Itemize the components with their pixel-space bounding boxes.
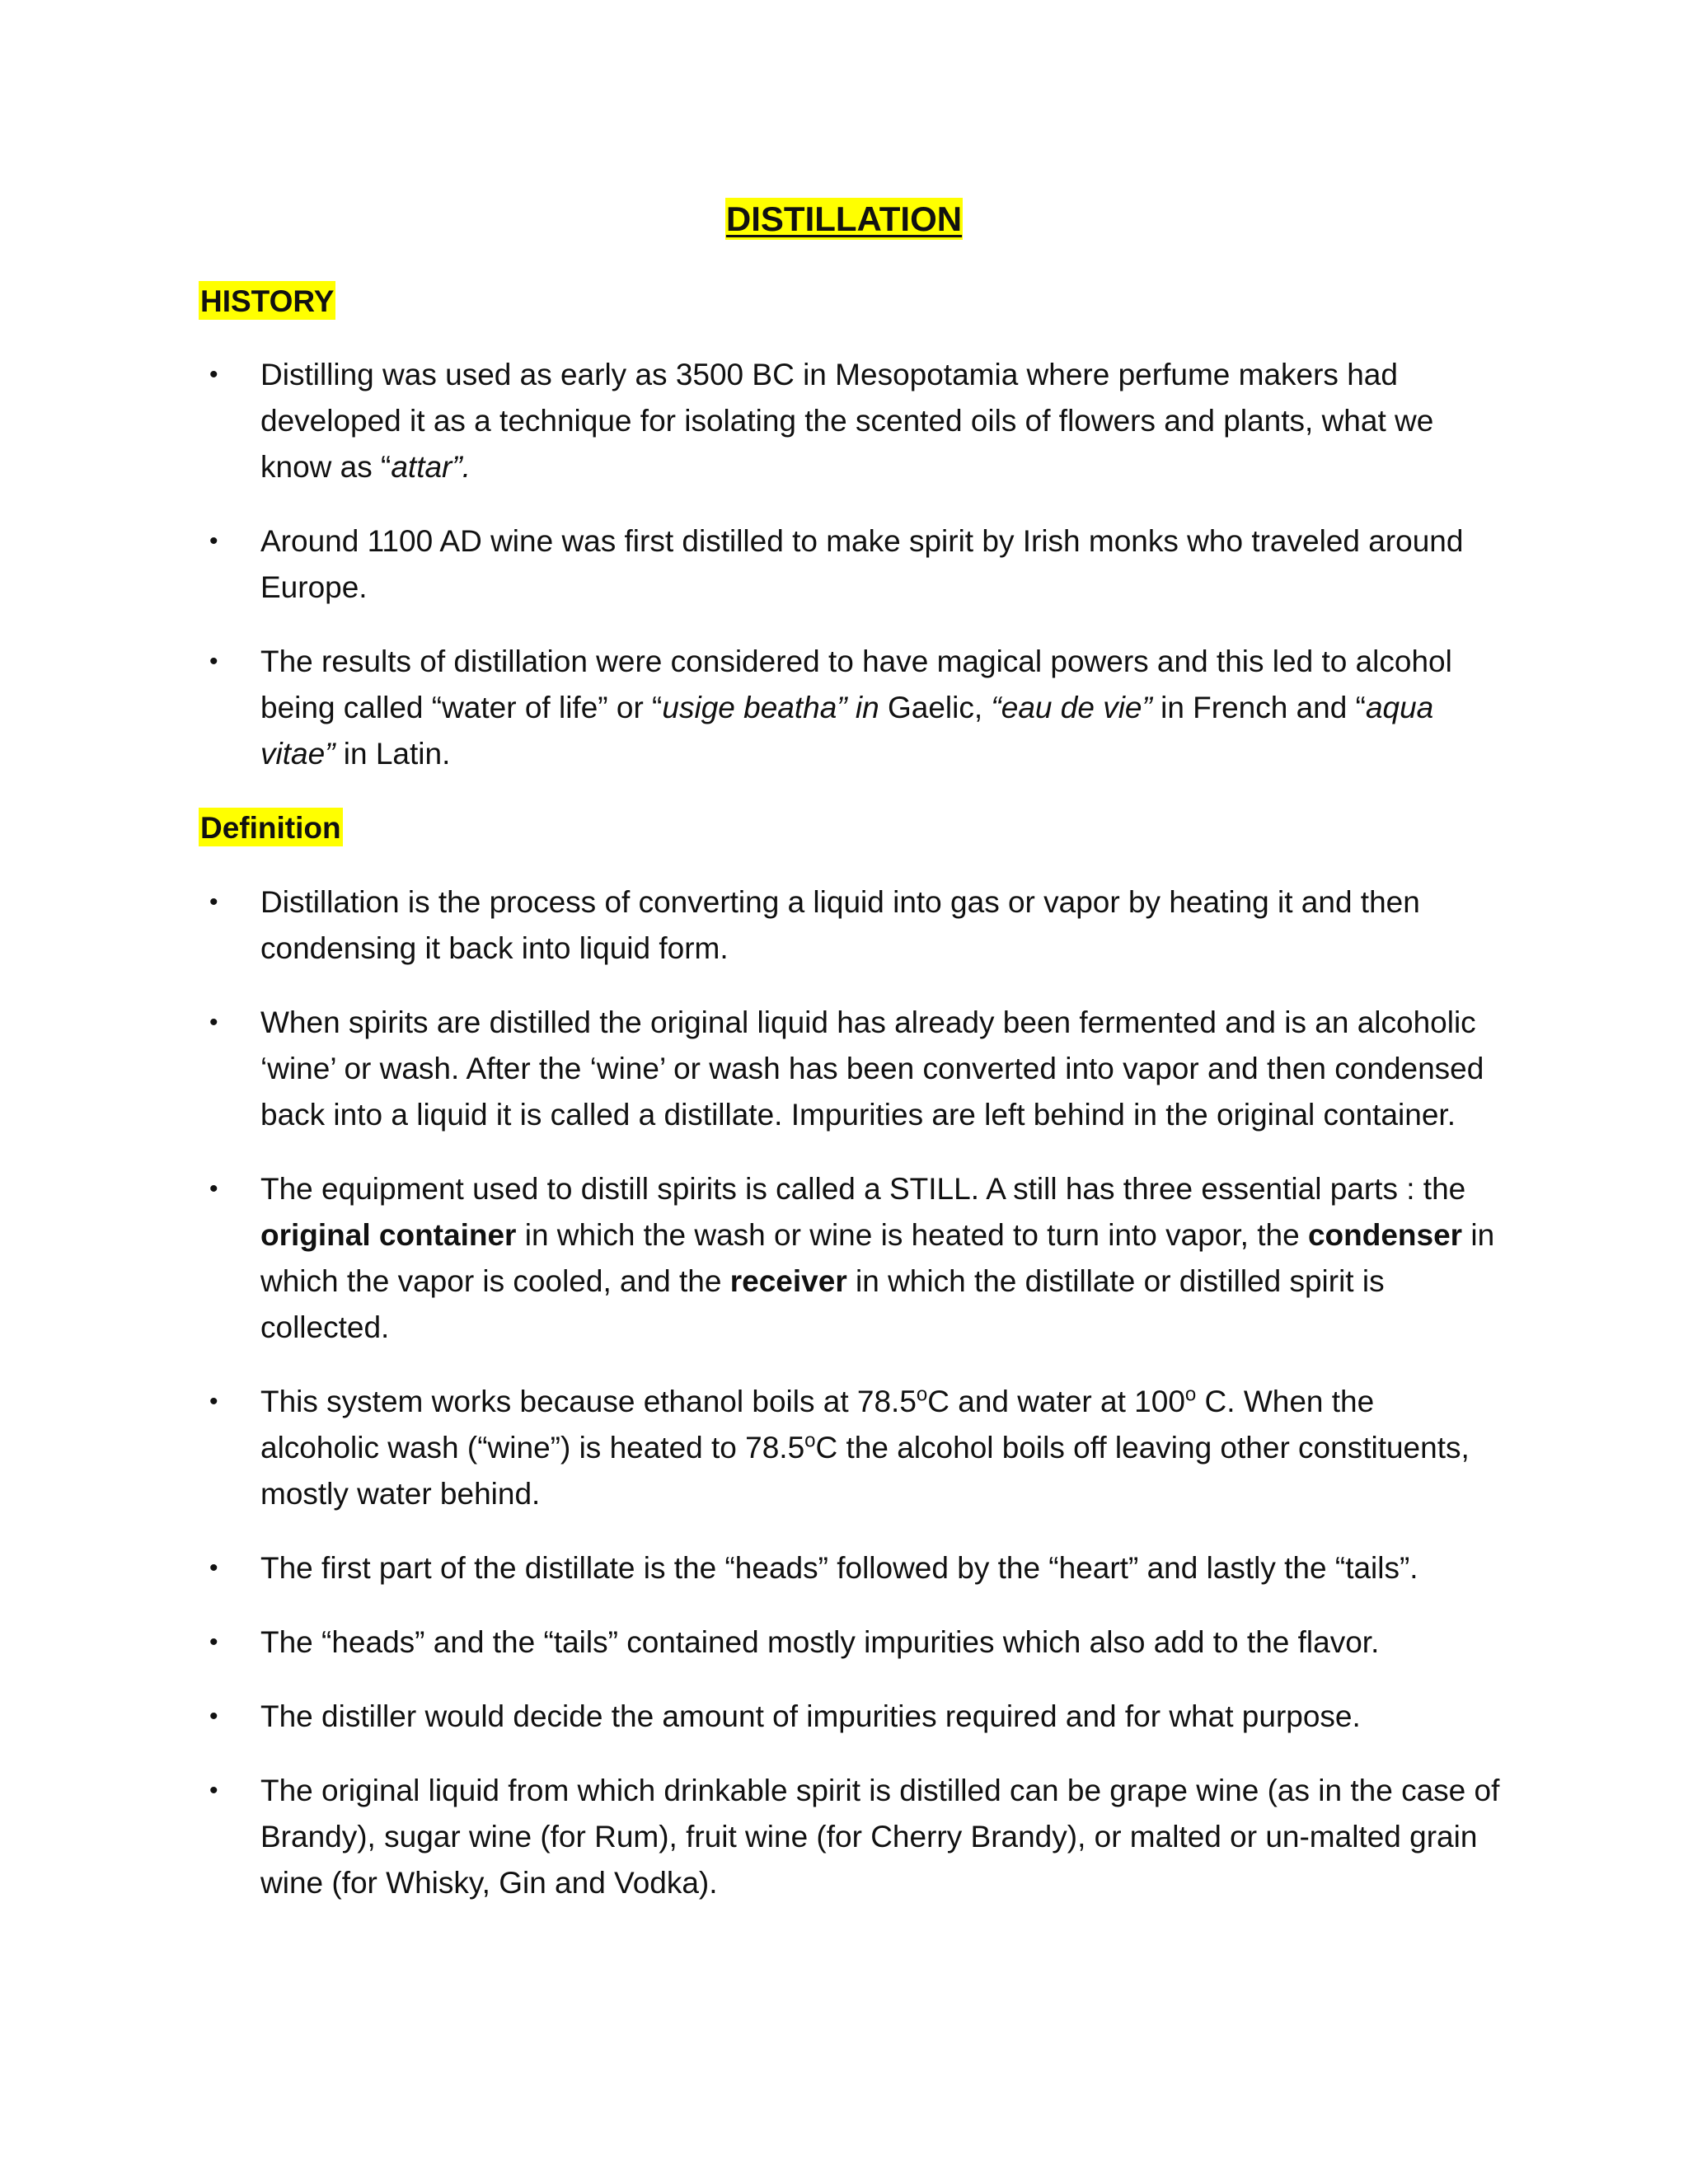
bullet-icon: • <box>209 888 218 916</box>
bullet-icon: • <box>209 361 218 388</box>
degree-superscript: o <box>1184 1383 1197 1406</box>
page-title-text: DISTILLATION <box>725 199 963 238</box>
text: The first part of the distillate is the “heads” followed by the “heart” and lastly the “tails”. <box>260 1551 1418 1585</box>
bullet-icon: • <box>209 1554 218 1582</box>
bullet-icon: • <box>209 1629 218 1656</box>
text: in Latin. <box>335 737 451 771</box>
text-bold: condenser <box>1307 1218 1463 1252</box>
definition-list <box>199 879 1501 1934</box>
text: When spirits are distilled the original liquid has already been fermented and is an alcoholic ‘wine’ or wash. After the ‘wine’ or wash has been converted into vapor and then condensed back into a liquid it is called a distillate. Impurities are left behind in the original container. <box>260 1005 1484 1132</box>
text: Distillation is the process of converting a liquid into gas or vapor by heating it and then condensing it back into liquid form. <box>260 885 1420 965</box>
list-item <box>199 1545 1501 1591</box>
bullet-icon: • <box>209 1388 218 1415</box>
bullet-icon: • <box>209 1009 218 1036</box>
bullet-icon: • <box>209 1777 218 1804</box>
bullet-icon: • <box>209 1175 218 1202</box>
list-item <box>199 1379 1501 1517</box>
bullet-icon: • <box>209 648 218 675</box>
text: This system works because ethanol boils at 78.5 <box>260 1385 917 1418</box>
text: C the alcohol boils off leaving other constituents, mostly water behind. <box>260 1431 1470 1511</box>
list-item <box>199 352 1501 490</box>
text-italic: usige beatha” in <box>662 691 879 724</box>
history-heading <box>199 280 335 323</box>
definition-heading-text: Definition <box>199 808 343 846</box>
list-item <box>199 1768 1501 1906</box>
degree-superscript: o <box>916 1383 928 1406</box>
text: in which the wash or wine is heated to turn into vapor, the <box>516 1218 1308 1252</box>
text-bold: receiver <box>729 1264 847 1298</box>
text: The distiller would decide the amount of impurities required and for what purpose. <box>260 1699 1361 1733</box>
text: The original liquid from which drinkable spirit is distilled can be grape wine (as in the case of Brandy), sugar wine (for Rum), fruit wine (for Cherry Brandy), or malted or un-malted grain wine (for Whisky, Gin and Vodka). <box>260 1774 1500 1900</box>
bullet-icon: • <box>209 1703 218 1730</box>
list-item <box>199 639 1501 777</box>
list-item <box>199 1166 1501 1351</box>
text: C. When the alcoholic wash (“wine”) is heated to 78.5 <box>260 1385 1375 1465</box>
history-list <box>199 352 1501 805</box>
degree-superscript: o <box>804 1429 816 1452</box>
list-item <box>199 1619 1501 1666</box>
text: Distilling was used as early as 3500 BC in Mesopotamia where perfume makers had developed it as a technique for isolating the scented oils of flowers and plants, what we know as “ <box>260 358 1434 484</box>
text-italic: “eau de vie” <box>991 691 1152 724</box>
list-item <box>199 518 1501 611</box>
text: in which the vapor is cooled, and the <box>260 1218 1495 1298</box>
text-bold: original container <box>260 1218 517 1252</box>
text: Around 1100 AD wine was first distilled to make spirit by Irish monks who traveled around Europe. <box>260 524 1464 604</box>
list-item <box>199 879 1501 972</box>
list-item <box>199 1000 1501 1138</box>
text: C and water at 100 <box>927 1385 1185 1418</box>
history-heading-text: HISTORY <box>199 281 335 320</box>
definition-heading <box>199 807 343 850</box>
text: The results of distillation were considered to have magical powers and this led to alcohol being called “water of life” or “ <box>260 644 1452 724</box>
text-italic: aqua vitae” <box>260 691 1434 771</box>
text: Gaelic, <box>879 691 992 724</box>
text: in which the distillate or distilled spirit is collected. <box>260 1264 1385 1344</box>
text: The “heads” and the “tails” contained mostly impurities which also add to the flavor. <box>260 1625 1380 1659</box>
text: The equipment used to distill spirits is called a STILL. A still has three essential parts : the <box>260 1172 1466 1206</box>
bullet-icon: • <box>209 527 218 555</box>
text-italic: attar”. <box>391 450 471 484</box>
page-title <box>0 194 1688 244</box>
text: in French and “ <box>1151 691 1366 724</box>
list-item <box>199 1694 1501 1740</box>
